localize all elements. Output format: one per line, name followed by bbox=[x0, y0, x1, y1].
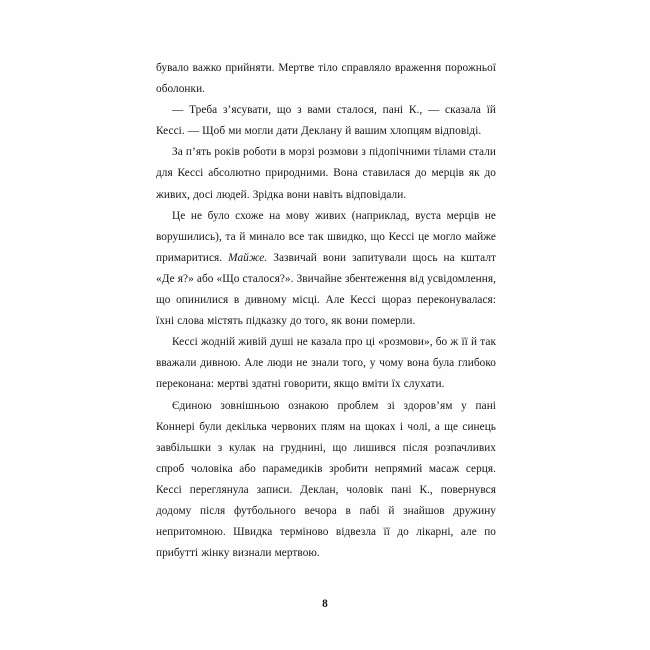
paragraph-text-before-emphasis: Це не було схоже на мову живих (наприклад, вуста мерців не ворушились), та й минало все так швидко, що Кессі це могло майже примаритися. bbox=[156, 209, 496, 264]
paragraph-with-emphasis bbox=[156, 206, 496, 333]
paragraph-conversations: Кессі жодній живій душі не казала про ці «розмови», бо ж її й так вважали дивною. Але люди не знали того, у чому вона була глибоко переконана: мертві здатні говорити, якщо вміти їх слухати. bbox=[156, 336, 496, 391]
paragraph-text-after-emphasis: Зазвичай вони запитували щось на кшталт «Де я?» або «Що сталося?». Звичайне збентеження від усвідомлення, що опинилися в дивному місці. Але Кессі щораз переконувалася: їхні слова містять підказку до того, як вони померли. bbox=[156, 251, 496, 328]
emphasized-word: Майже. bbox=[228, 251, 268, 264]
page-number: 8 bbox=[322, 598, 328, 610]
body-text-column bbox=[156, 58, 496, 564]
paragraph-connery-symptoms: Єдиною зовнішньою ознакою проблем зі здоров’ям у пані Коннері були декілька червоних плям на щоках і чолі, а ще синець завбільшки з кулак на груднині, що лишився після розпачливих спроб чоловіка або парамедиків зробити непрямий масаж серця. Кессі переглянула записи. Деклан, чоловік пані К., повернувся додому після футбольного вечора в пабі й знайшов дружину непритомною. Швидка терміново відвезла її до лікарні, але по прибутті жінку визнали мертвою. bbox=[156, 399, 496, 560]
paragraph-morgue-years: За п’ять років роботи в морзі розмови з підопічними тілами стали для Кессі абсолютно природними. Вона ставилася до мерців як до живих, досі людей. Зрідка вони навіть відповідали. bbox=[156, 146, 496, 201]
paragraph-dialogue: — Треба з’ясувати, що з вами сталося, пані К., — сказала їй Кессі. — Щоб ми могли дати Деклану й вашим хлопцям відповіді. bbox=[156, 104, 496, 138]
paragraph-continuation: бувало важко прийняти. Мертве тіло справляло враження порожньої оболонки. bbox=[156, 62, 496, 96]
